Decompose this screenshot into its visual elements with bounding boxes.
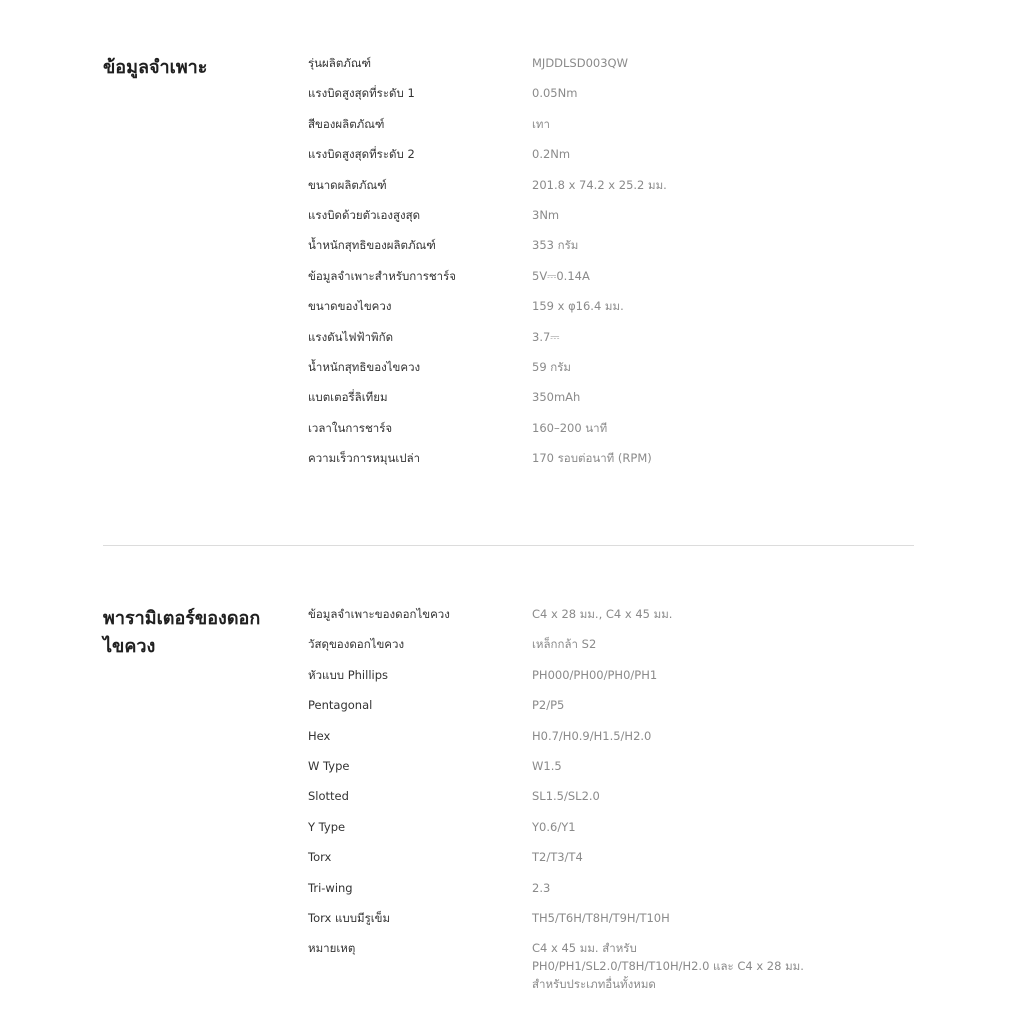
spec-row <box>308 818 914 848</box>
spec-row <box>308 419 914 449</box>
spec-row <box>308 84 914 114</box>
spec-label: น้ำหนักสุทธิของผลิตภัณฑ์ <box>308 238 436 253</box>
section-divider <box>103 545 914 546</box>
spec-label: ความเร็วการหมุนเปล่า <box>308 451 421 466</box>
spec-label: ขนาดของไขควง <box>308 299 392 314</box>
bit-parameters-list <box>308 605 914 993</box>
spec-value: 0.2Nm <box>532 147 571 162</box>
spec-row <box>308 666 914 696</box>
spec-value: 3Nm <box>532 207 560 222</box>
spec-value: 350mAh <box>532 390 581 405</box>
spec-row <box>308 696 914 726</box>
spec-value: T2/T3/T4 <box>532 850 583 865</box>
spec-row <box>308 236 914 266</box>
spec-row <box>308 54 914 84</box>
spec-value: C4 x 28 มม., C4 x 45 มม. <box>532 607 673 621</box>
spec-row <box>308 848 914 878</box>
spec-value: SL1.5/SL2.0 <box>532 789 600 804</box>
spec-row <box>308 328 914 358</box>
spec-value: 353 กรัม <box>532 238 579 253</box>
spec-value: H0.7/H0.9/H1.5/H2.0 <box>532 728 652 743</box>
spec-label: Pentagonal <box>308 698 373 713</box>
spec-value: 5V⎓0.14A <box>532 268 590 283</box>
spec-row <box>308 635 914 665</box>
spec-label: Hex <box>308 728 331 743</box>
spec-value: 201.8 x 74.2 x 25.2 มม. <box>532 177 667 192</box>
spec-label: Torx แบบมีรูเข็ม <box>308 910 391 925</box>
spec-row <box>308 388 914 418</box>
spec-label: ขนาดผลิตภัณฑ์ <box>308 177 387 192</box>
spec-label: แรงบิดสูงสุดที่ระดับ 1 <box>308 86 415 101</box>
spec-value: เทา <box>532 116 550 131</box>
spec-label: Torx <box>308 850 332 865</box>
spec-label: Tri-wing <box>308 880 353 895</box>
spec-row <box>308 605 914 635</box>
spec-label: สีของผลิตภัณฑ์ <box>308 116 385 131</box>
spec-value: เหล็กกล้า S2 <box>532 637 597 652</box>
specifications-title: ข้อมูลจำเพาะ <box>103 57 208 78</box>
spec-value: PH000/PH00/PH0/PH1 <box>532 667 658 682</box>
spec-value: 0.05Nm <box>532 86 578 101</box>
spec-label: แรงดันไฟฟ้าพิกัด <box>308 329 394 344</box>
bit-parameters-title: พารามิเตอร์ของดอกไขควง <box>103 608 261 657</box>
spec-label: เวลาในการชาร์จ <box>308 420 393 435</box>
spec-row <box>308 358 914 388</box>
spec-value: Y0.6/Y1 <box>532 819 576 834</box>
spec-row <box>308 297 914 327</box>
spec-value: 59 กรัม <box>532 359 572 374</box>
spec-label: หัวแบบ Phillips <box>308 667 389 682</box>
spec-label: Slotted <box>308 789 349 804</box>
spec-label: วัสดุของดอกไขควง <box>308 637 405 652</box>
spec-label: แบตเตอรี่ลิเทียม <box>308 390 388 405</box>
spec-row <box>308 939 914 993</box>
spec-row <box>308 206 914 236</box>
spec-row <box>308 145 914 175</box>
specifications-list <box>308 54 914 479</box>
spec-row <box>308 909 914 939</box>
spec-label: แรงบิดสูงสุดที่ระดับ 2 <box>308 147 415 162</box>
spec-value: 3.7⎓ <box>532 329 560 344</box>
spec-value: 2.3 <box>532 880 551 895</box>
spec-label: ข้อมูลจำเพาะของดอกไขควง <box>308 607 450 621</box>
spec-row <box>308 115 914 145</box>
spec-value: 159 x φ16.4 มม. <box>532 299 624 314</box>
spec-value: MJDDLSD003QW <box>532 56 628 70</box>
spec-row <box>308 879 914 909</box>
spec-value: TH5/T6H/T8H/T9H/T10H <box>532 910 670 925</box>
spec-row <box>308 787 914 817</box>
spec-label: W Type <box>308 758 350 773</box>
spec-value: C4 x 45 มม. สำหรับ PH0/PH1/SL2.0/T8H/T10H/H2.0 และ C4 x 28 มม. สำหรับประเภทอื่นทั้งหมด <box>532 941 804 992</box>
spec-label: แรงบิดด้วยตัวเองสูงสุด <box>308 207 421 222</box>
spec-value: 170 รอบต่อนาที (RPM) <box>532 451 652 466</box>
spec-value: W1.5 <box>532 758 562 773</box>
spec-row <box>308 267 914 297</box>
spec-label: ข้อมูลจำเพาะสำหรับการชาร์จ <box>308 268 457 283</box>
spec-row <box>308 449 914 479</box>
spec-label: Y Type <box>308 819 346 834</box>
spec-label: น้ำหนักสุทธิของไขควง <box>308 359 421 374</box>
spec-row <box>308 727 914 757</box>
spec-row <box>308 176 914 206</box>
spec-label: รุ่นผลิตภัณฑ์ <box>308 56 372 70</box>
spec-label: หมายเหตุ <box>308 941 356 956</box>
spec-value: 160–200 นาที <box>532 420 608 435</box>
spec-row <box>308 757 914 787</box>
spec-value: P2/P5 <box>532 698 565 713</box>
